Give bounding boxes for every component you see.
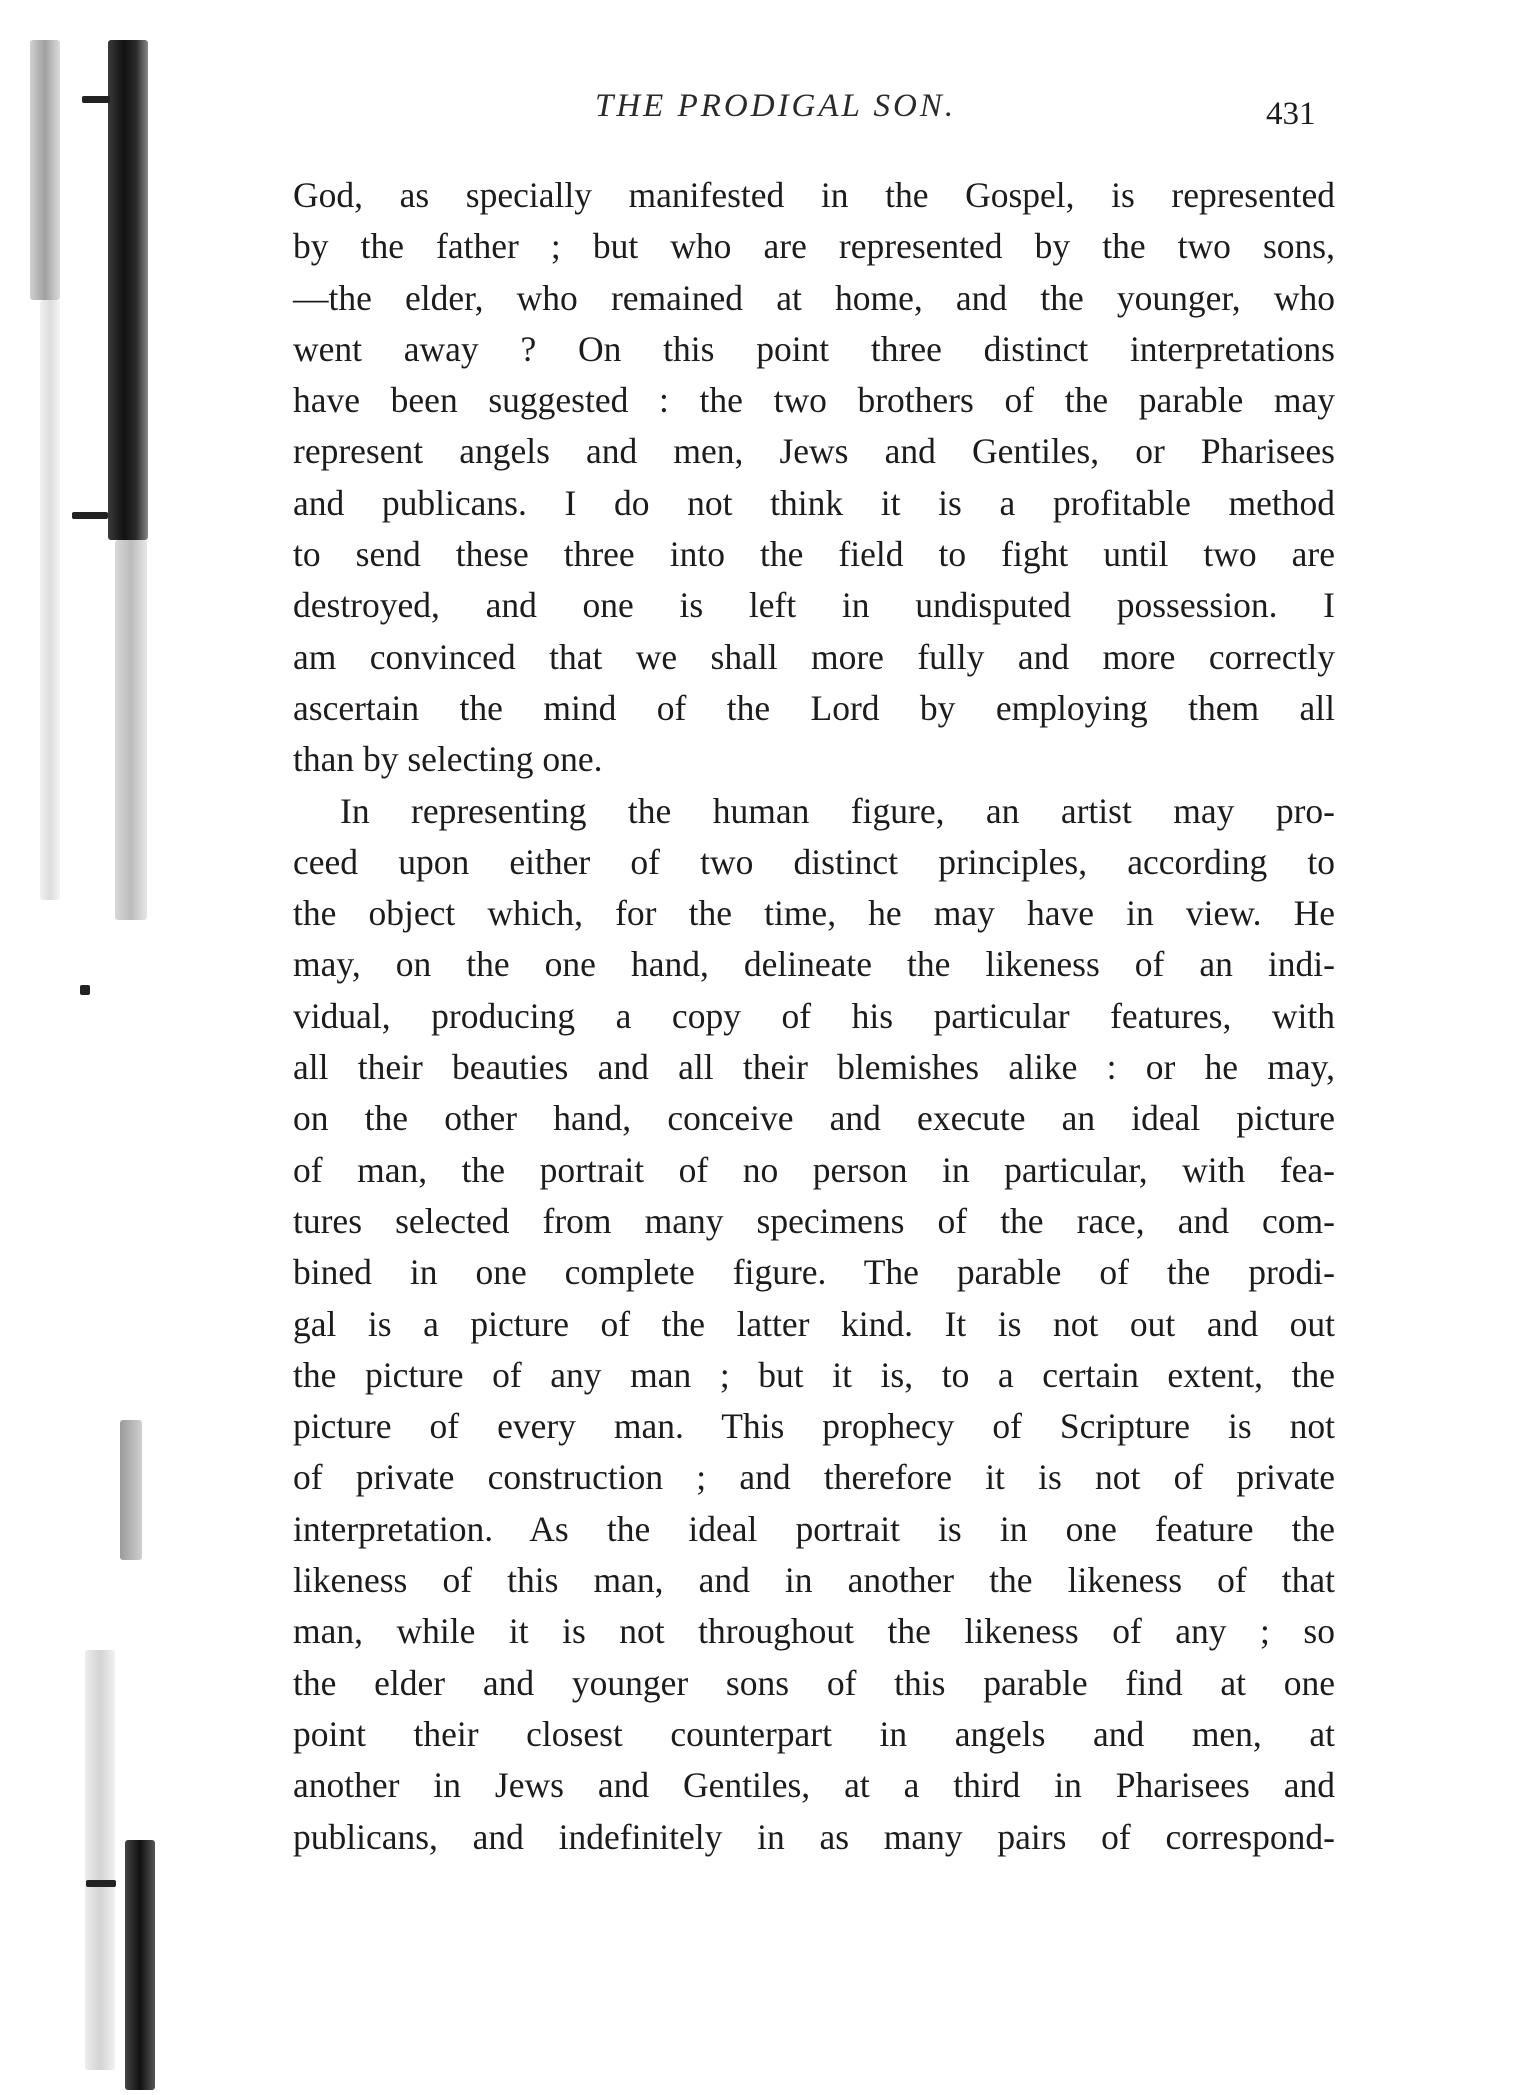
scan-speck: [86, 1880, 116, 1887]
text-line: of private construction ; and therefore it is not of private: [293, 1457, 1335, 1498]
text-line: the elder and younger sons of this parable find at one: [293, 1662, 1335, 1703]
text-line: of man, the portrait of no person in particular, with fea-: [293, 1149, 1335, 1190]
paragraph: [293, 786, 1335, 1863]
text-line: interpretation. As the ideal portrait is in one feature the: [293, 1508, 1335, 1549]
text-line: vidual, producing a copy of his particular features, with: [293, 995, 1335, 1036]
scan-shadow: [120, 1420, 142, 1560]
scan-shadow: [108, 40, 148, 540]
text-line: —the elder, who remained at home, and the younger, who: [293, 277, 1335, 318]
text-line: picture of every man. This prophecy of Scripture is not: [293, 1406, 1335, 1447]
text-line: have been suggested : the two brothers of the parable may: [293, 380, 1335, 421]
text-line: all their beauties and all their blemishes alike : or he may,: [293, 1047, 1335, 1088]
text-line: man, while it is not throughout the likeness of any ; so: [293, 1611, 1335, 1652]
scan-shadow: [115, 540, 147, 920]
scan-speck: [82, 96, 110, 103]
scan-shadow: [125, 1840, 155, 2090]
scan-shadow: [40, 300, 60, 900]
text-line: on the other hand, conceive and execute an ideal picture: [293, 1098, 1335, 1139]
body-text: [293, 170, 1335, 1863]
scan-speck: [80, 985, 90, 995]
page-number: 431: [1266, 96, 1316, 132]
text-line: likeness of this man, and in another the likeness of that: [293, 1560, 1335, 1601]
text-line: gal is a picture of the latter kind. It is not out and out: [293, 1303, 1335, 1344]
text-line: tures selected from many specimens of the race, and com-: [293, 1200, 1335, 1241]
text-line: than by selecting one.: [293, 739, 603, 780]
paragraph: [293, 170, 1335, 786]
scan-binding-edge: [0, 0, 170, 2095]
text-line: represent angels and men, Jews and Gentiles, or Pharisees: [293, 431, 1335, 472]
text-line: the picture of any man ; but it is, to a certain extent, the: [293, 1354, 1335, 1395]
running-head: THE PRODIGAL SON.: [595, 88, 957, 124]
text-line: went away ? On this point three distinct interpretations: [293, 328, 1335, 369]
text-line: publicans, and indefinitely in as many pairs of correspond-: [293, 1816, 1335, 1857]
scan-shadow: [85, 1650, 115, 2070]
text-line: by the father ; but who are represented by the two sons,: [293, 226, 1335, 267]
scan-speck: [72, 512, 108, 519]
text-line: ascertain the mind of the Lord by employing them all: [293, 687, 1335, 728]
text-line: God, as specially manifested in the Gospel, is represented: [293, 175, 1335, 215]
text-line: In representing the human figure, an artist may pro-: [340, 790, 1335, 831]
text-line: the object which, for the time, he may have in view. He: [293, 893, 1335, 934]
scan-shadow: [30, 40, 60, 300]
text-line: point their closest counterpart in angels and men, at: [293, 1713, 1335, 1754]
text-line: am convinced that we shall more fully and more correctly: [293, 636, 1335, 677]
text-line: to send these three into the field to fight until two are: [293, 534, 1335, 575]
text-line: may, on the one hand, delineate the likeness of an indi-: [293, 944, 1335, 985]
text-line: destroyed, and one is left in undisputed possession. I: [293, 585, 1335, 626]
text-line: ceed upon either of two distinct principles, according to: [293, 841, 1335, 882]
text-line: and publicans. I do not think it is a profitable method: [293, 482, 1335, 523]
text-line: bined in one complete figure. The parable of the prodi-: [293, 1252, 1335, 1293]
text-line: another in Jews and Gentiles, at a third in Pharisees and: [293, 1765, 1335, 1806]
